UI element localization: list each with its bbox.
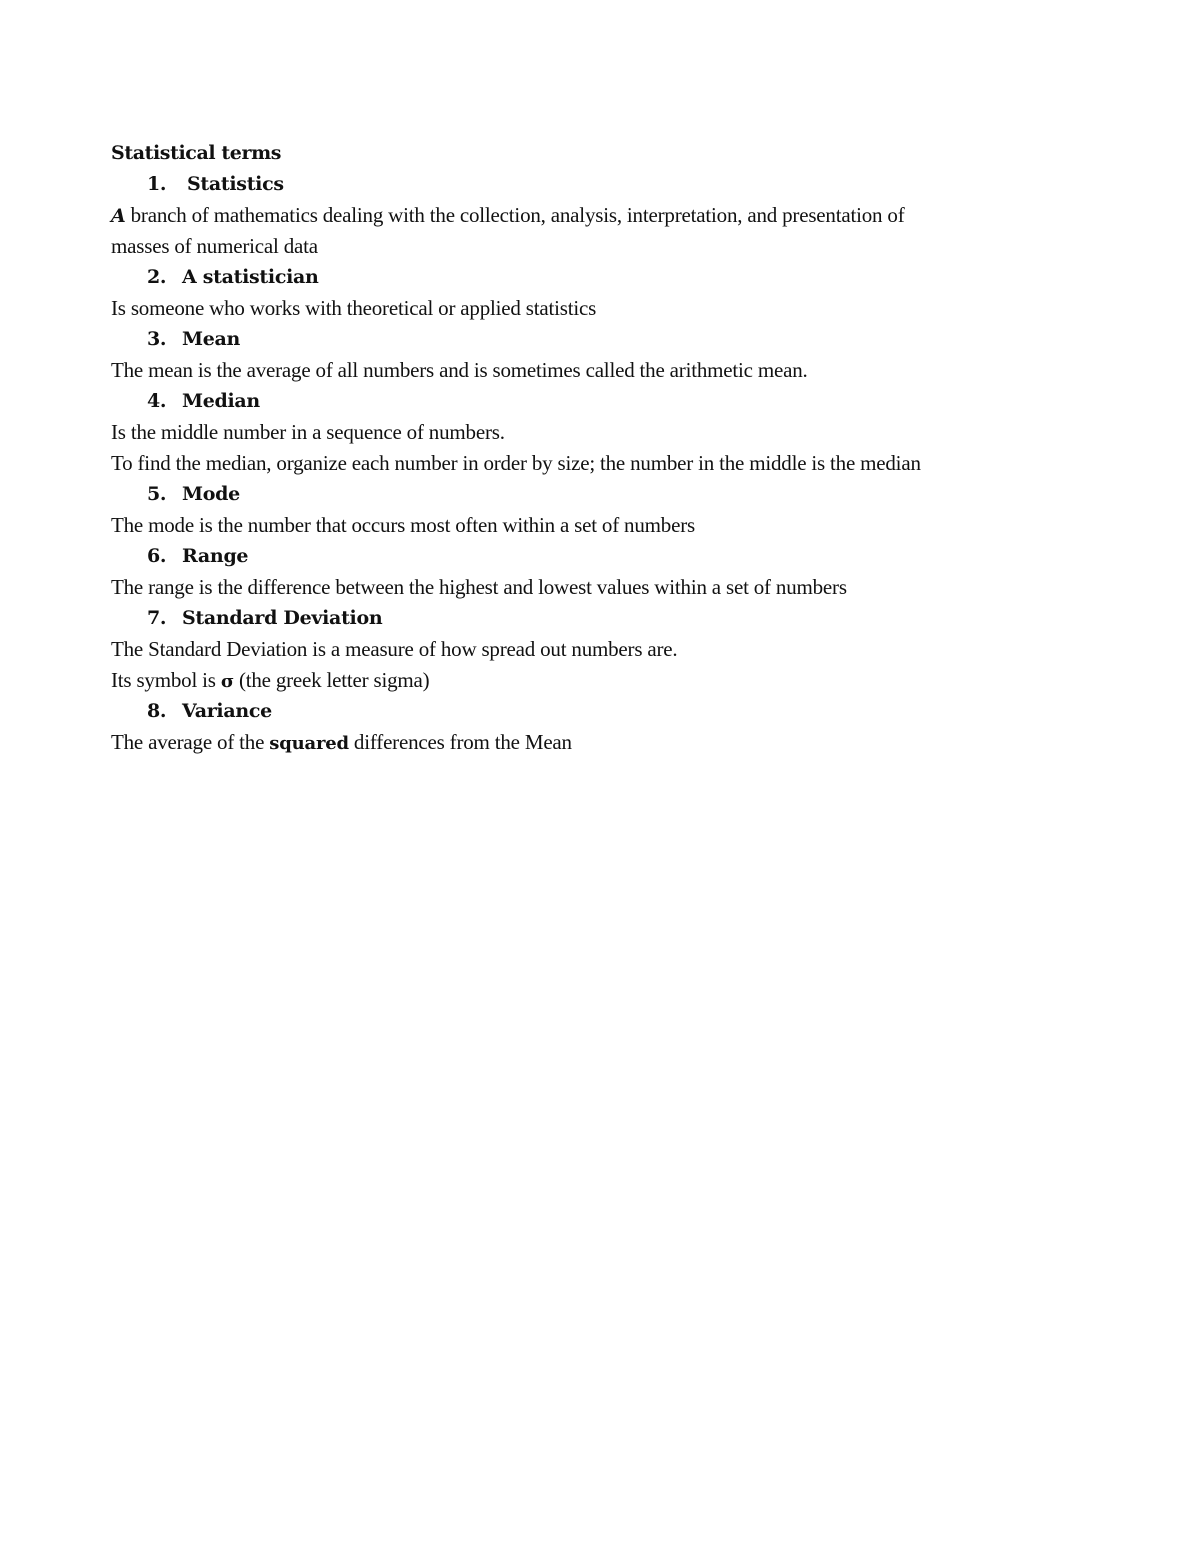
definition-line: The range is the difference between the highest and lowest values within a set of numbers: [111, 575, 847, 599]
term-heading-variance: [111, 696, 1091, 727]
term-name: A statistician: [182, 266, 319, 288]
definition-lead-letter: A: [111, 205, 126, 227]
term-heading-statistics: [111, 169, 1091, 200]
definition-text: branch of mathematics dealing with the collection, analysis, interpretation, and presentation of: [130, 203, 905, 227]
definition-line: The mean is the average of all numbers and is sometimes called the arithmetic mean.: [111, 358, 808, 382]
definition-line: [111, 665, 1091, 696]
definition-text: (the greek letter sigma): [233, 668, 430, 692]
term-name: Standard Deviation: [182, 607, 383, 629]
term-name: Mean: [182, 328, 241, 350]
term-heading-mean: [111, 324, 1091, 355]
term-number: 6.: [147, 545, 167, 567]
definition-line: The Standard Deviation is a measure of how spread out numbers are.: [111, 637, 678, 661]
definition-text: Its symbol is: [111, 668, 221, 692]
definition-text: differences from the Mean: [348, 730, 572, 754]
term-heading-median: [111, 386, 1091, 417]
term-name: Range: [182, 545, 249, 567]
term-number: 5.: [147, 483, 167, 505]
term-number: 3.: [147, 328, 167, 350]
term-heading-standard-deviation: [111, 603, 1091, 634]
term-name: Variance: [182, 700, 272, 722]
term-name: Statistics: [187, 173, 284, 195]
term-name: Mode: [182, 483, 240, 505]
term-heading-range: [111, 541, 1091, 572]
definition-line: Is the middle number in a sequence of numbers.: [111, 420, 505, 444]
definition-line: The mode is the number that occurs most often within a set of numbers: [111, 513, 695, 537]
term-number: 2.: [147, 266, 167, 288]
term-number: 4.: [147, 390, 167, 412]
term-name: Median: [182, 390, 260, 412]
definition-line: masses of numerical data: [111, 234, 318, 258]
term-number: 1.: [147, 173, 167, 195]
term-heading-mode: [111, 479, 1091, 510]
term-heading-statistician: [111, 262, 1091, 293]
definition-line: [111, 727, 1091, 758]
term-number: 7.: [147, 607, 167, 629]
definition-line: Is someone who works with theoretical or applied statistics: [111, 296, 597, 320]
document-title: Statistical terms: [111, 142, 282, 164]
definition-line: To find the median, organize each number in order by size; the number in the middle is the median: [111, 451, 921, 475]
sigma-symbol: σ: [220, 671, 234, 692]
term-number: 8.: [147, 700, 167, 722]
document-page: [111, 138, 1091, 758]
definition-text: The average of the: [111, 730, 270, 754]
emphasized-word: squared: [269, 733, 349, 754]
definition-line: [111, 200, 1091, 231]
